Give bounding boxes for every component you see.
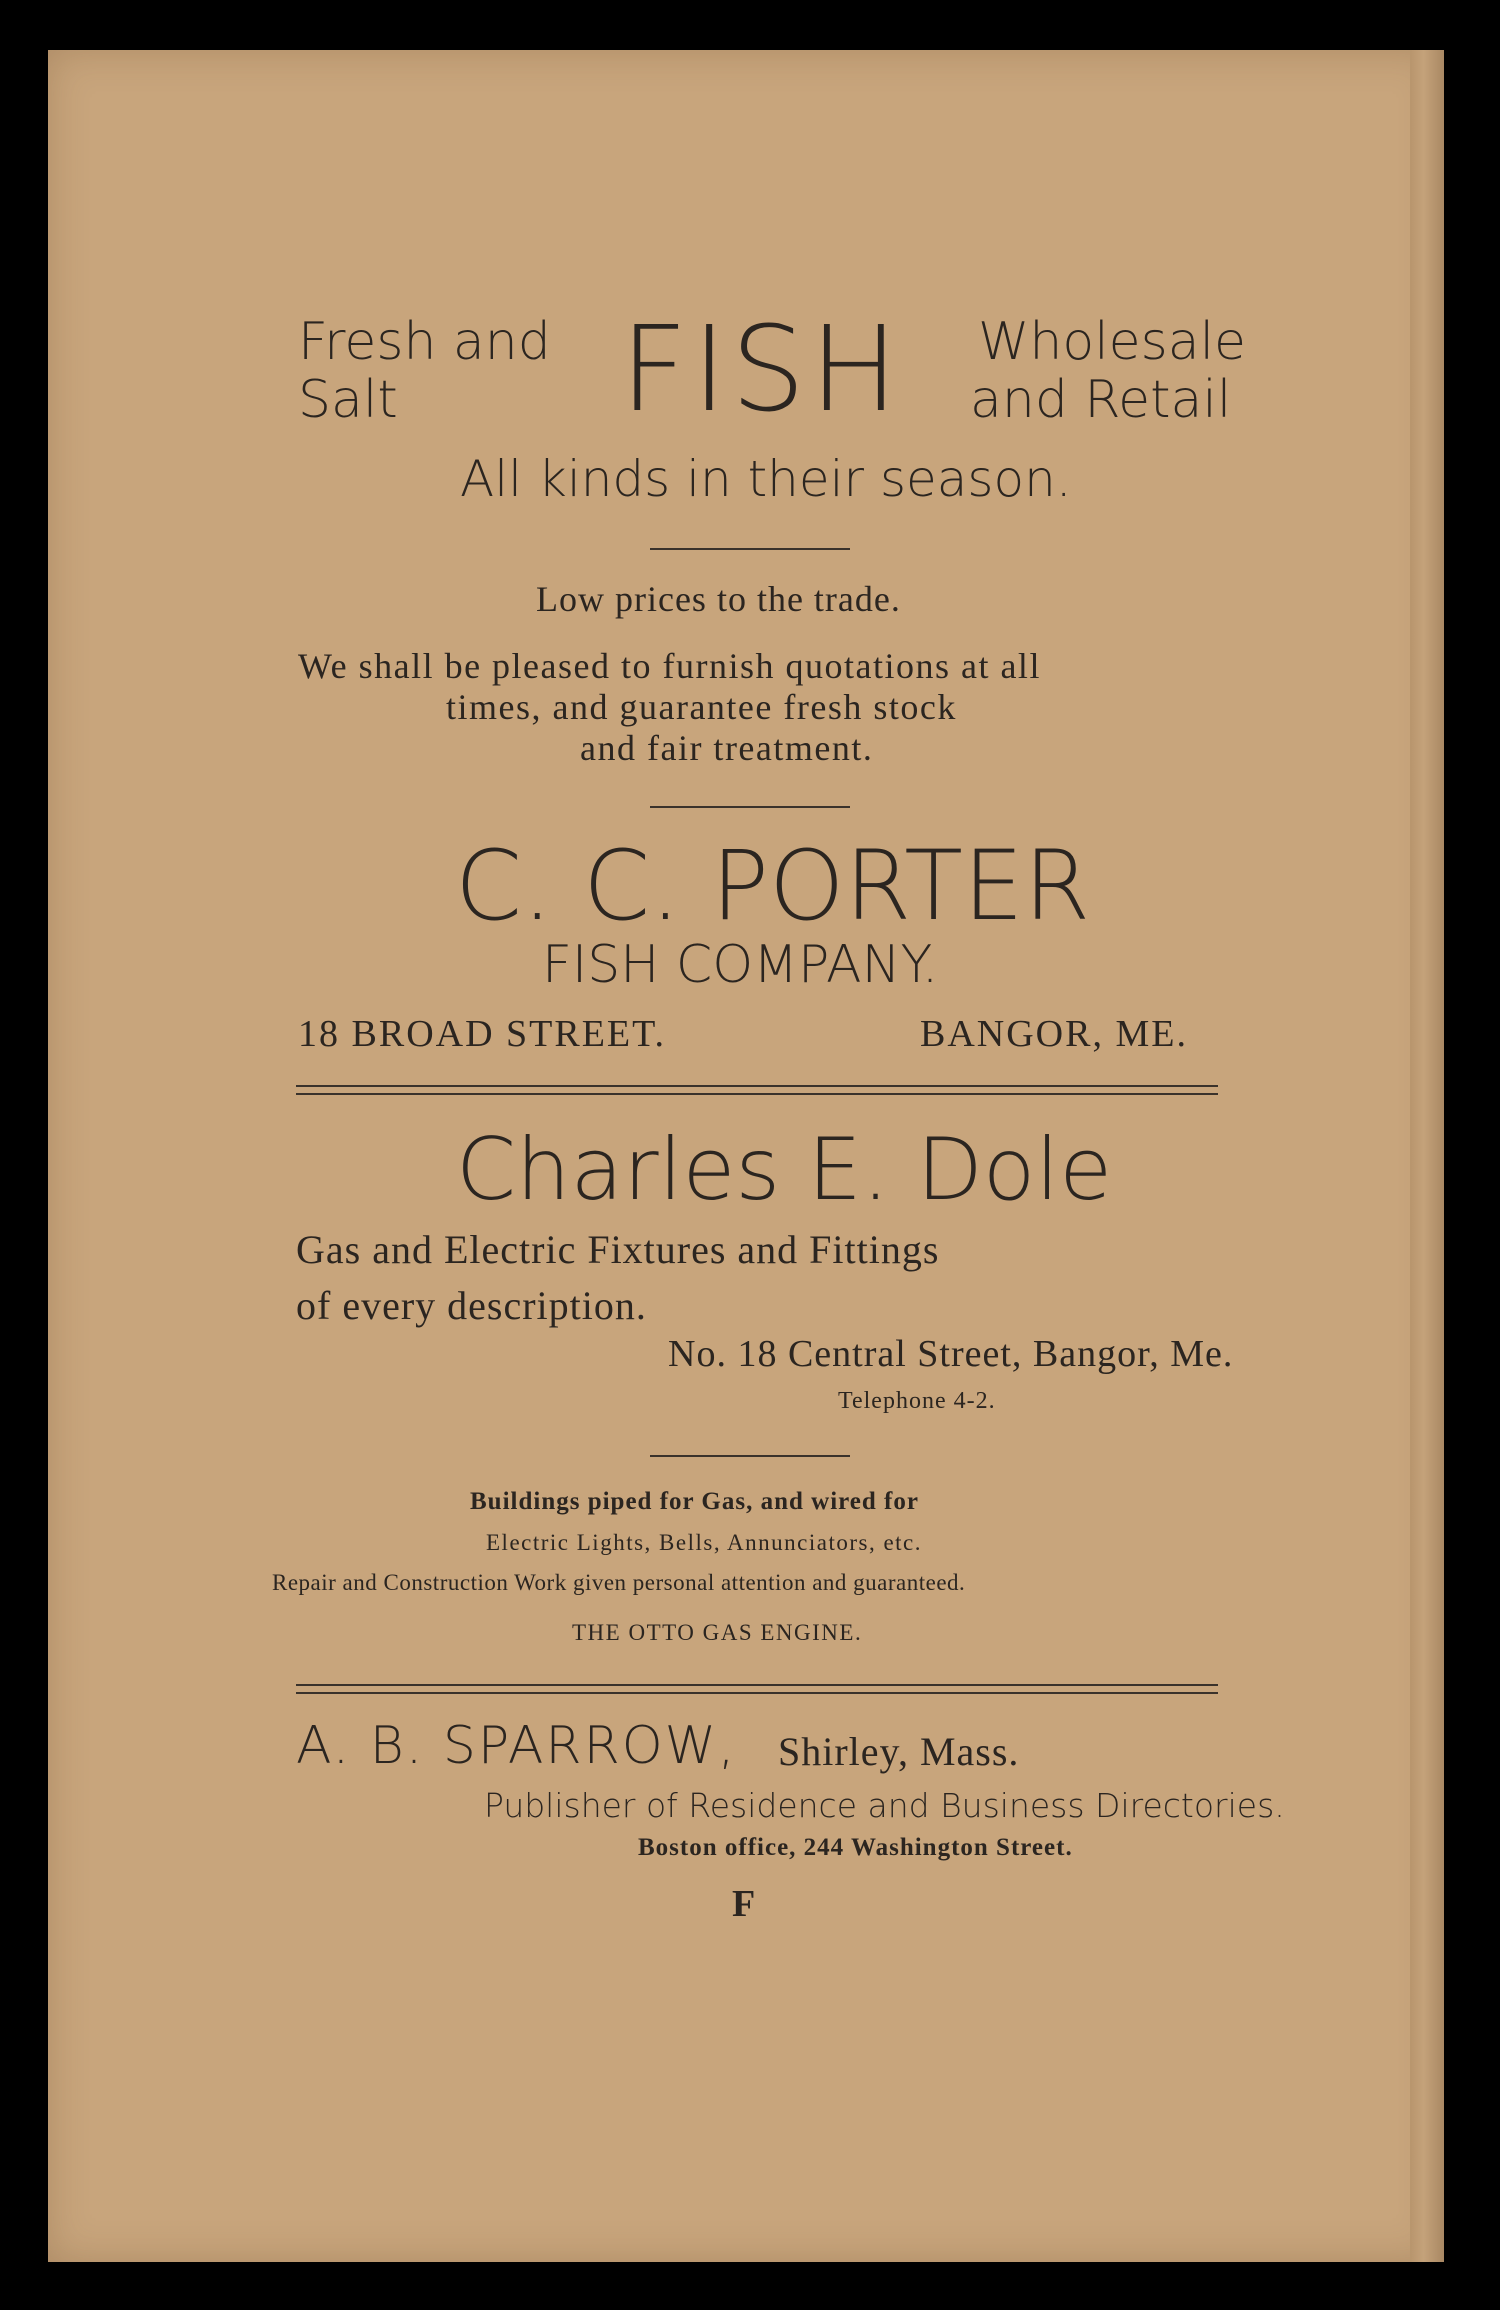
double-divider xyxy=(296,1684,1218,1694)
page-signature: F xyxy=(732,1883,756,1925)
divider xyxy=(650,548,850,550)
sparrow-desc: Publisher of Residence and Business Directories. xyxy=(484,1786,1285,1825)
quote-line3: and fair treatment. xyxy=(580,728,874,768)
dole-address: No. 18 Central Street, Bangor, Me. xyxy=(668,1333,1234,1375)
quote-line1: We shall be pleased to furnish quotations at all xyxy=(298,646,1041,686)
company-sub: FISH COMPANY. xyxy=(542,935,939,995)
fish-left-line1: Fresh and xyxy=(298,312,551,372)
dole-telephone: Telephone 4-2. xyxy=(838,1388,996,1414)
address-right: BANGOR, ME. xyxy=(920,1013,1188,1055)
fish-right-line1: Wholesale xyxy=(978,312,1247,372)
dole-engine: THE OTTO GAS ENGINE. xyxy=(572,1620,863,1645)
dole-services-line2: Electric Lights, Bells, Annunciators, etc. xyxy=(486,1530,923,1555)
dole-services-line1: Buildings piped for Gas, and wired for xyxy=(470,1488,919,1515)
sparrow-office: Boston office, 244 Washington Street. xyxy=(638,1834,1073,1861)
fish-headline: FISH xyxy=(620,300,903,438)
sparrow-name: A. B. SPARROW, xyxy=(296,1716,737,1776)
dole-name: Charles E. Dole xyxy=(456,1120,1113,1220)
low-prices-text: Low prices to the trade. xyxy=(536,579,901,619)
fish-left-line2: Salt xyxy=(298,370,398,430)
company-name: C. C. PORTER xyxy=(455,830,1091,942)
fish-right-line2: and Retail xyxy=(970,370,1232,430)
quote-line2: times, and guarantee fresh stock xyxy=(446,687,957,727)
double-divider xyxy=(296,1085,1218,1095)
sparrow-location: Shirley, Mass. xyxy=(778,1729,1020,1774)
page-edge xyxy=(1410,50,1444,2262)
dole-desc-line1: Gas and Electric Fixtures and Fittings xyxy=(296,1227,940,1272)
divider xyxy=(650,1455,850,1457)
fish-tagline: All kinds in their season. xyxy=(460,450,1072,508)
dole-desc-line2: of every description. xyxy=(296,1283,647,1328)
divider xyxy=(650,806,850,808)
address-left: 18 BROAD STREET. xyxy=(298,1013,667,1055)
dole-services-line3: Repair and Construction Work given personal attention and guaranteed. xyxy=(272,1570,966,1595)
